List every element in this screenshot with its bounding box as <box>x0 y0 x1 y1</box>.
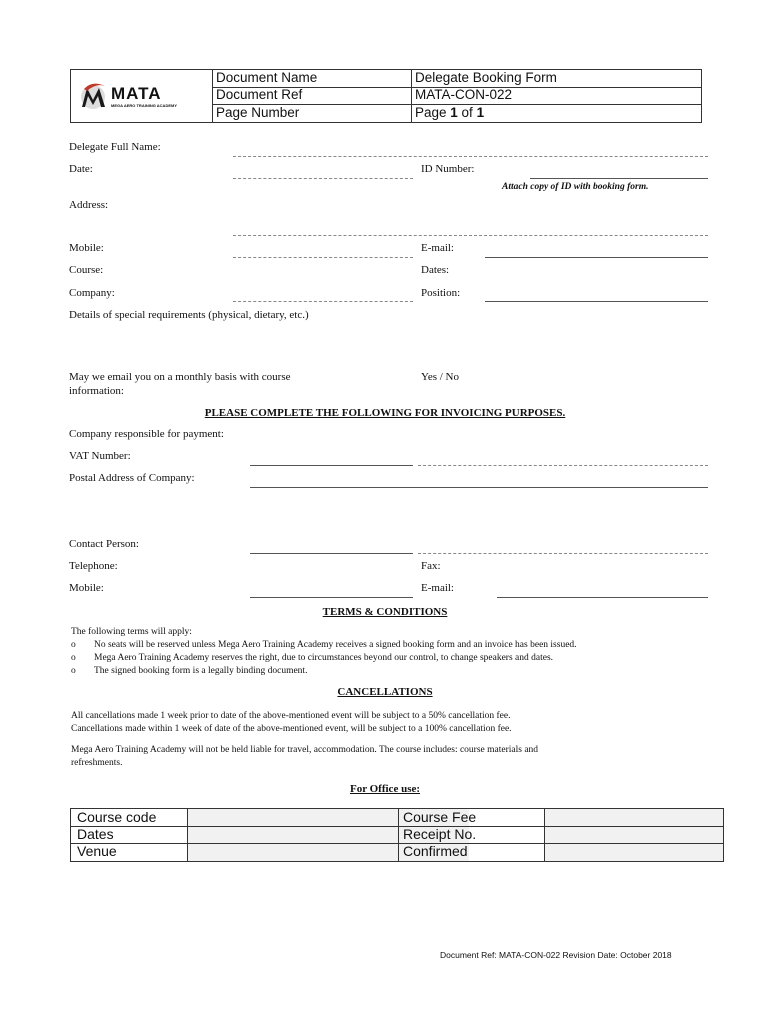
mata-logo-icon <box>78 80 110 112</box>
logo-cell <box>71 70 213 122</box>
contact-person-field-ext[interactable] <box>418 553 708 554</box>
office-use-heading: For Office use: <box>349 783 421 795</box>
header-value-page <box>415 105 484 120</box>
logo-text: MATA <box>111 84 162 103</box>
dates-label: Dates: <box>421 264 450 276</box>
header-value: Delegate Booking Form <box>415 70 557 85</box>
office-use-table <box>70 808 724 862</box>
page-of: of <box>457 105 477 120</box>
mobile-field[interactable] <box>233 257 413 258</box>
cancellations-line4: refreshments. <box>71 758 123 768</box>
company-responsible-label: Company responsible for payment: <box>69 428 224 440</box>
date-field[interactable] <box>233 178 413 179</box>
special-requirements-label: Details of special requirements (physical, dietary, etc.) <box>69 309 309 321</box>
office-value-cell[interactable] <box>545 809 723 861</box>
company-field[interactable] <box>233 301 413 302</box>
mobile-label: Mobile: <box>69 242 104 254</box>
invoice-mobile-label: Mobile: <box>69 582 104 594</box>
document-header-table <box>70 69 702 123</box>
id-number-label: ID Number: <box>421 163 475 175</box>
email-label: E-mail: <box>421 242 454 254</box>
office-row-label: Course code <box>77 809 157 825</box>
email-field[interactable] <box>485 257 708 258</box>
office-row-label: Confirmed <box>403 843 468 859</box>
course-label: Course: <box>69 264 104 276</box>
address-field[interactable] <box>233 235 708 236</box>
office-row-label: Venue <box>77 843 117 859</box>
header-key: Page Number <box>216 105 300 120</box>
office-row-label: Receipt No. <box>403 826 477 842</box>
office-row-divider <box>71 826 723 827</box>
contact-person-label: Contact Person: <box>69 538 139 550</box>
header-key: Document Name <box>216 70 318 85</box>
address-label: Address: <box>69 199 109 211</box>
header-row-document-name <box>213 70 701 87</box>
invoice-email-field[interactable] <box>497 597 708 598</box>
terms-heading: TERMS & CONDITIONS <box>322 606 448 618</box>
postal-address-label: Postal Address of Company: <box>69 472 195 484</box>
attach-id-note: Attach copy of ID with booking form. <box>502 182 649 192</box>
email-question-line2: information: <box>69 385 124 397</box>
terms-bullet: o <box>71 666 76 676</box>
position-label: Position: <box>421 287 461 299</box>
vat-number-field-ext[interactable] <box>418 465 708 466</box>
vat-number-label: VAT Number: <box>69 450 131 462</box>
office-row-label: Dates <box>77 826 114 842</box>
logo-subtext: MEGA AERO TRAINING ACADEMY <box>111 103 177 108</box>
fax-label: Fax: <box>421 560 441 572</box>
office-row-label: Course Fee <box>403 809 477 825</box>
date-label: Date: <box>69 163 93 175</box>
telephone-label: Telephone: <box>69 560 118 572</box>
cancellations-line1: All cancellations made 1 week prior to date of the above-mentioned event will be subject to a 50% cancellation fee. <box>71 711 511 721</box>
invoicing-heading: PLEASE COMPLETE THE FOLLOWING FOR INVOICING PURPOSES. <box>204 407 566 419</box>
invoice-email-label: E-mail: <box>421 582 454 594</box>
company-label: Company: <box>69 287 115 299</box>
header-row-page-number <box>213 105 701 122</box>
page-prefix: Page <box>415 105 451 120</box>
position-field[interactable] <box>485 301 708 302</box>
terms-bullet: o <box>71 653 76 663</box>
office-row-divider <box>71 843 723 844</box>
header-value: MATA-CON-022 <box>415 87 513 102</box>
email-question-line1: May we email you on a monthly basis with course <box>69 371 291 383</box>
terms-item: Mega Aero Training Academy reserves the right, due to circumstances beyond our control, to change speakers and dates. <box>94 653 554 663</box>
id-number-field[interactable] <box>530 178 708 179</box>
page-total: 1 <box>476 105 485 120</box>
delegate-full-name-label: Delegate Full Name: <box>69 141 161 153</box>
office-col-divider <box>187 809 188 861</box>
terms-item: The signed booking form is a legally binding document. <box>94 666 308 676</box>
vat-number-field[interactable] <box>250 465 413 466</box>
delegate-full-name-field[interactable] <box>233 156 708 157</box>
header-row-document-ref <box>213 87 701 104</box>
office-col-divider <box>544 809 545 861</box>
invoice-mobile-field[interactable] <box>250 597 413 598</box>
cancellations-line3: Mega Aero Training Academy will not be held liable for travel, accommodation. The course includes: course materials and <box>71 745 539 755</box>
terms-item: No seats will be reserved unless Mega Aero Training Academy receives a signed booking form and an invoice has been issued. <box>94 640 577 650</box>
header-key: Document Ref <box>216 87 303 102</box>
cancellations-heading: CANCELLATIONS <box>337 686 433 698</box>
page-current: 1 <box>450 105 458 120</box>
office-col-divider <box>398 809 399 861</box>
terms-intro: The following terms will apply: <box>71 627 192 637</box>
postal-address-field[interactable] <box>250 487 708 488</box>
footer-document-ref: Document Ref: MATA-CON-022 Revision Date: October 2018 <box>440 950 672 960</box>
contact-person-field[interactable] <box>250 553 413 554</box>
terms-bullet: o <box>71 640 76 650</box>
yes-no-option[interactable]: Yes / No <box>421 371 460 383</box>
cancellations-line2: Cancellations made within 1 week of date of the above-mentioned event, will be subject to a 100% cancellation fee. <box>71 724 512 734</box>
